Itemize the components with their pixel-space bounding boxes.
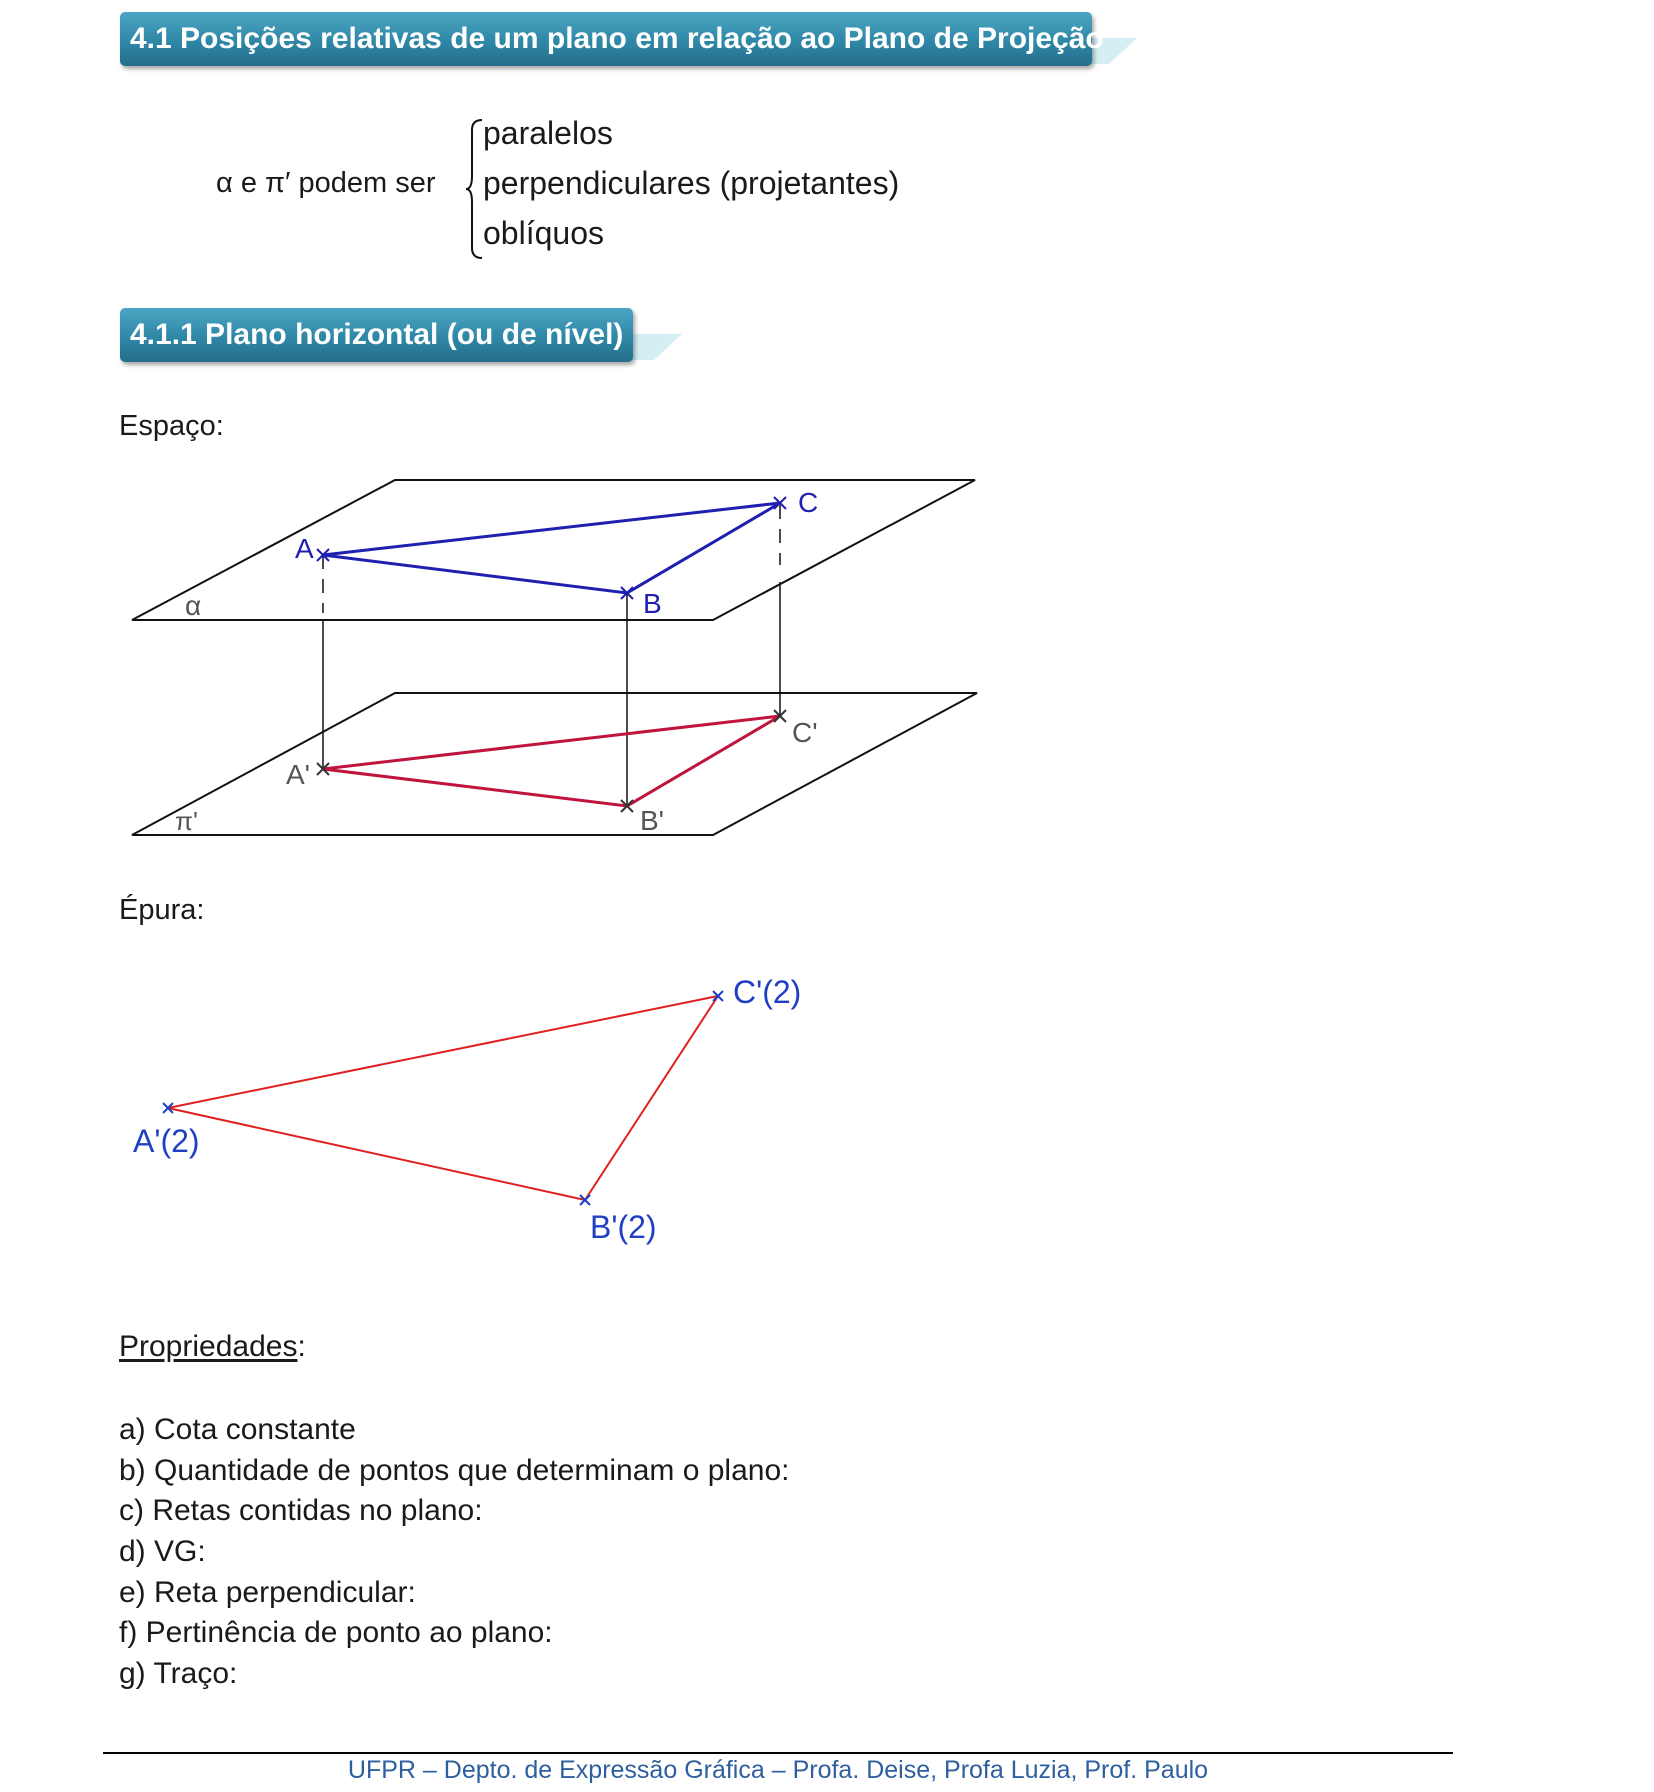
relation-lead: α e π′ podem ser: [216, 167, 436, 199]
epura-point-c-label: C'(2): [733, 974, 802, 1010]
lower-triangle: [323, 716, 780, 806]
epura-caption: Épura:: [119, 894, 205, 926]
section-heading: 4.1 Posições relativas de um plano em relação ao Plano de Projeção: [120, 12, 1092, 66]
list-item: g) Traço:: [119, 1657, 238, 1691]
plane-pi: [132, 693, 977, 835]
point-c-prime-label: C': [792, 717, 818, 748]
list-item: d) VG:: [119, 1535, 206, 1569]
list-item: b) Quantidade de pontos que determinam o plano:: [119, 1453, 790, 1487]
upper-triangle: [323, 503, 780, 593]
list-item: a) Cota constante: [119, 1413, 356, 1446]
point-c-label: C: [798, 487, 819, 518]
relation-option-parallel: paralelos: [483, 115, 613, 151]
epura-point-a-label: A'(2): [133, 1123, 200, 1159]
plane-alpha-label: α: [185, 590, 202, 621]
list-item: f) Pertinência de ponto ao plano:: [119, 1616, 553, 1650]
footer-rule: [103, 1752, 1453, 1754]
properties-title: Propriedades:: [119, 1330, 306, 1363]
space-caption: Espaço:: [119, 410, 224, 442]
footer-text: UFPR – Depto. de Expressão Gráfica – Profa. Deise, Profa Luzia, Prof. Paulo: [347, 1756, 1209, 1784]
point-b-prime-label: B': [640, 805, 665, 836]
relation-option-oblique: oblíquos: [483, 215, 604, 251]
plane-pi-label: π': [175, 806, 198, 836]
point-a-prime-label: A': [286, 759, 311, 790]
properties-list: [119, 1410, 789, 1695]
point-a-label: A: [295, 533, 314, 564]
point-b-label: B: [643, 588, 662, 619]
plane-alpha: [132, 480, 975, 620]
list-item: e) Reta perpendicular:: [119, 1575, 416, 1609]
list-item: c) Retas contidas no plano:: [119, 1494, 483, 1528]
epura-point-b-label: B'(2): [590, 1209, 657, 1245]
relation-option-perpendicular: perpendiculares (projetantes): [483, 165, 900, 201]
subsection-heading: 4.1.1 Plano horizontal (ou de nível): [120, 308, 633, 362]
